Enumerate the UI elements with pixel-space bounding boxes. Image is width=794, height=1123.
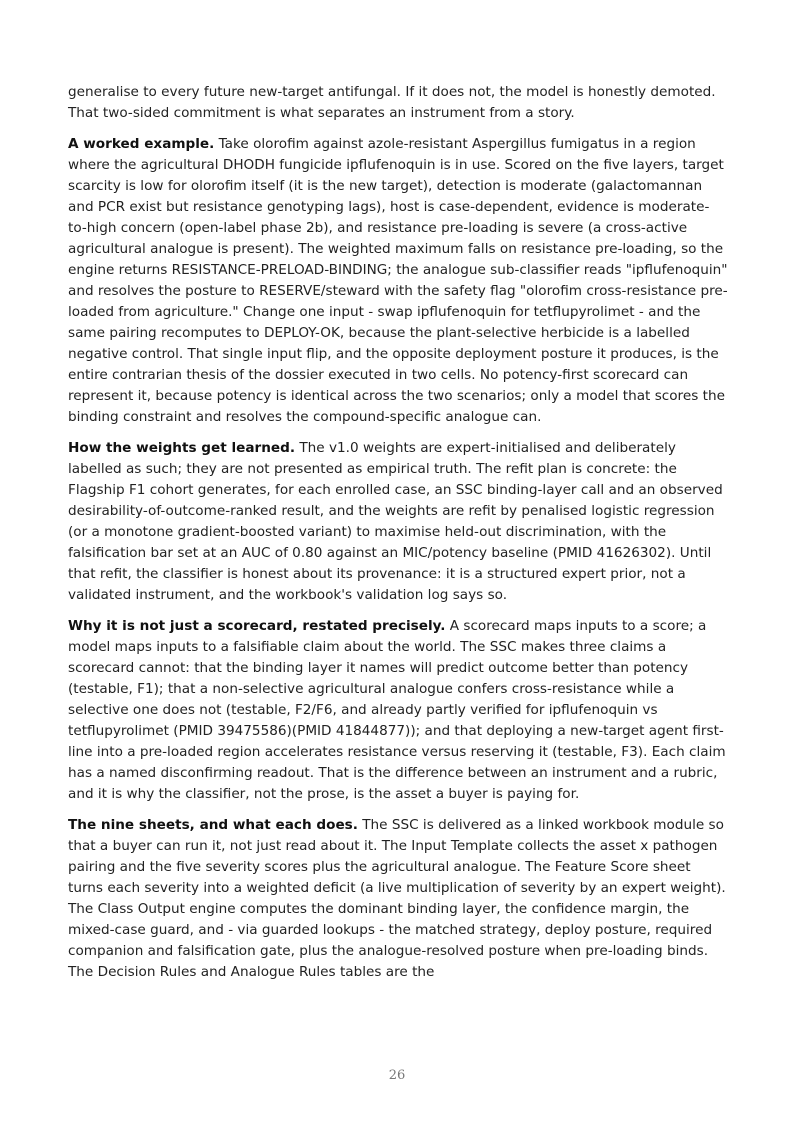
paragraph-text: A scorecard maps inputs to a score; a model maps inputs to a falsifiable claim about the world. The SSC makes three claims a scorecard cannot: that the binding layer it names will predict outcome better than potency (testable, F1); that a non-selective agricultural analogue confers cross-resistance while a selective one does not (testable, F2/F6, and already partly verified for ipflufenoquin vs tetflupyrolimet (PMID 39475586)(PMID 41844877)); and that deploying a new-target agent first-line into a pre-loaded region accelerates resistance versus reserving it (testable, F3). Each claim has a named disconfirming readout. That is the difference between an instrument and a rubric, and it is why the classifier, not the prose, is the asset a buyer is paying for. (68, 618, 726, 802)
paragraph-lead: How the weights get learned. (68, 440, 296, 456)
paragraph-text: The SSC is delivered as a linked workbook module so that a buyer can run it, not just read about it. The Input Template collects the asset x pathogen pairing and the five severity scores plus the agricultural analogue. The Feature Score sheet turns each severity into a weighted deficit (a live multiplication of severity by an expert weight). The Class Output engine computes the dominant binding layer, the confidence margin, the mixed-case guard, and - via guarded lookups - the matched strategy, deploy posture, required companion and falsification gate, plus the analogue-resolved posture when pre-loading binds. The Decision Rules and Analogue Rules tables are the (68, 817, 726, 980)
paragraph-lead: The nine sheets, and what each does. (68, 817, 358, 833)
paragraph-lead: A worked example. (68, 136, 215, 152)
paragraph-text: generalise to every future new-target antifungal. If it does not, the model is honestly demoted. That two-sided commitment is what separates an instrument from a story. (68, 84, 716, 121)
page-number: 26 (388, 1068, 406, 1083)
paragraph-text: The v1.0 weights are expert-initialised and deliberately labelled as such; they are not presented as empirical truth. The refit plan is concrete: the Flagship F1 cohort generates, for each enrolled case, an SSC binding-layer call and an observed desirability-of-outcome-ranked result, and the weights are refit by penalised logistic regression (or a monotone gradient-boosted variant) to maximise held-out discrimination, with the falsification bar set at an AUC of 0.80 against an MIC/potency baseline (PMID 41626302). Until that refit, the classifier is honest about its provenance: it is a structured expert prior, not a validated instrument, and the workbook's validation log says so. (68, 440, 723, 603)
paragraph-lead: Why it is not just a scorecard, restated precisely. (68, 618, 446, 634)
paragraph-continuation (68, 82, 728, 124)
paragraph-not-a-scorecard (68, 616, 728, 805)
document-body (68, 82, 728, 993)
paragraph-worked-example (68, 134, 728, 428)
paragraph-nine-sheets (68, 815, 728, 983)
paragraph-weights-learned (68, 438, 728, 606)
paragraph-text: Take olorofim against azole-resistant Aspergillus fumigatus in a region where the agricultural DHODH fungicide ipflufenoquin is in use. Scored on the five layers, target scarcity is low for olorofim itself (it is the new target), detection is moderate (galactomannan and PCR exist but resistance genotyping lags), host is case-dependent, evidence is moderate-to-high concern (open-label phase 2b), and resistance pre-loading is severe (a cross-active agricultural analogue is present). The weighted maximum falls on resistance pre-loading, so the engine returns RESISTANCE-PRELOAD-BINDING; the analogue sub-classifier reads "ipflufenoquin" and resolves the posture to RESERVE/steward with the safety flag "olorofim cross-resistance pre-loaded from agriculture." Change one input - swap ipflufenoquin for tetflupyrolimet - and the same pairing recomputes to DEPLOY-OK, because the plant-selective herbicide is a labelled negative control. That single input flip, and the opposite deployment posture it produces, is the entire contrarian thesis of the dossier executed in two cells. No potency-first scorecard can represent it, because potency is identical across the two scenarios; only a model that scores the binding constraint and resolves the compound-specific analogue can. (68, 136, 728, 425)
